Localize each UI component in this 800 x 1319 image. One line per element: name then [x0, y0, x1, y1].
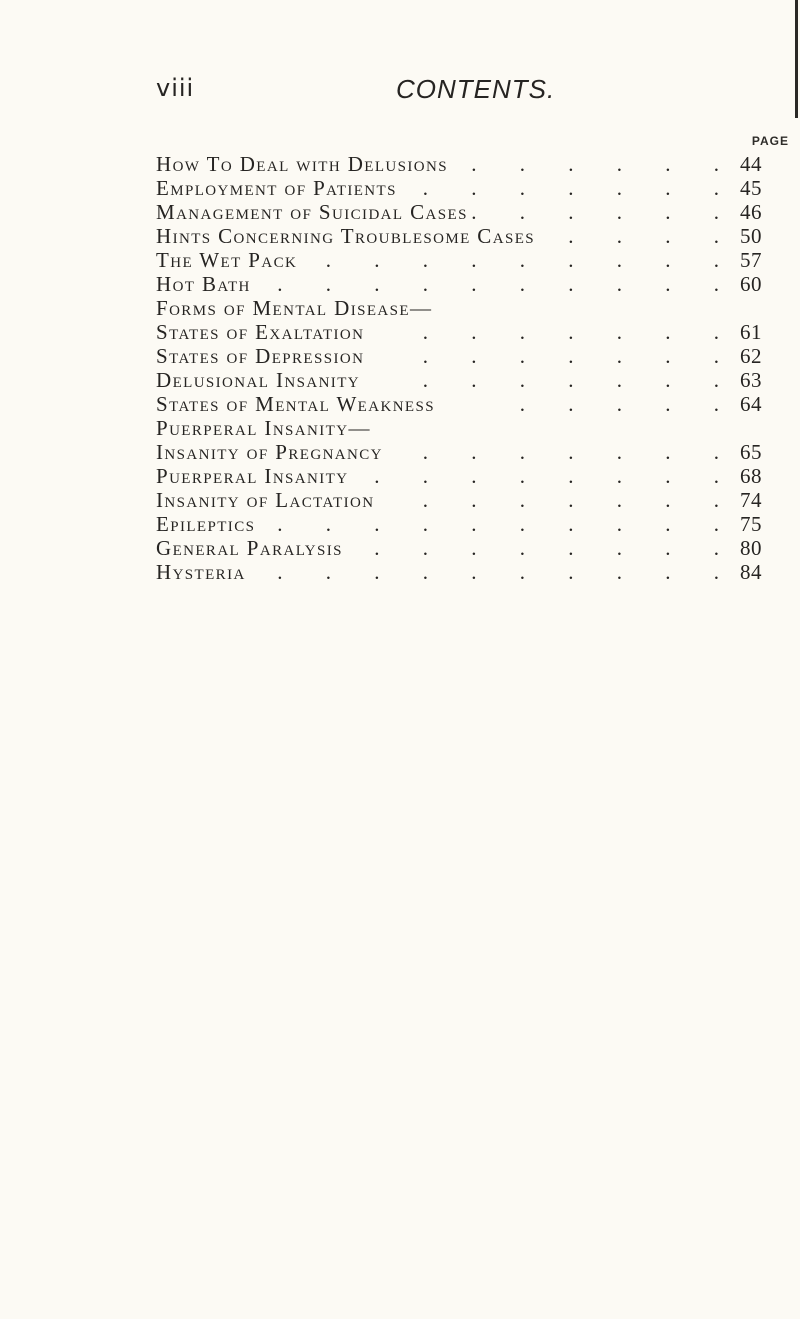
toc-entry [156, 320, 780, 344]
toc-entry [156, 368, 780, 392]
toc-entry-page: 45 [740, 176, 762, 200]
toc-leader-dots: . . . . [568, 224, 738, 248]
toc-entry [156, 512, 780, 536]
toc-entry-page: 62 [740, 344, 762, 368]
toc-entry-page: 80 [740, 536, 762, 560]
toc-entry-title: Insanity of Lactation [156, 488, 375, 512]
toc-entry-title: States of Depression [156, 344, 365, 368]
toc-entry-title: Puerperal Insanity [156, 464, 349, 488]
toc-entry-title: States of Exaltation [156, 320, 365, 344]
toc-entry [156, 224, 780, 248]
toc-entry-page: 68 [740, 464, 762, 488]
toc-entry [156, 440, 780, 464]
toc-entry-title: Employment of Patients [156, 176, 397, 200]
toc-entry-title: Delusional Insanity [156, 368, 360, 392]
toc-leader-dots: . . . . . . . [422, 176, 738, 200]
toc-leader-dots: . . . . . . . [422, 368, 738, 392]
toc-leader-dots: . . . . . . [471, 152, 738, 176]
toc-entry-page: 84 [740, 560, 762, 584]
toc-leader-dots: . . . . . [519, 392, 738, 416]
toc-entry [156, 152, 780, 176]
toc-entry-page: 64 [740, 392, 762, 416]
toc-entry-page: 57 [740, 248, 762, 272]
toc-entry-page: 75 [740, 512, 762, 536]
toc-entry-page: 74 [740, 488, 762, 512]
toc-entry-title: Insanity of Pregnancy [156, 440, 383, 464]
toc-leader-dots: . . . . . . [471, 200, 738, 224]
toc-entry-title: Hysteria [156, 560, 246, 584]
toc-entry-title: Epileptics [156, 512, 256, 536]
toc-entry [156, 344, 780, 368]
toc-entry [156, 536, 780, 560]
toc-entry-title: Puerperal Insanity— [156, 416, 371, 440]
toc-entry-page: 65 [740, 440, 762, 464]
toc-entry [156, 200, 780, 224]
toc-entry-page: 44 [740, 152, 762, 176]
toc-entry-page: 50 [740, 224, 762, 248]
toc-leader-dots: . . . . . . . [422, 440, 738, 464]
toc-entry-page: 63 [740, 368, 762, 392]
toc-entry [156, 392, 780, 416]
toc-entry-title: Hints Concerning Troublesome Cases [156, 224, 535, 248]
toc-entry-title: States of Mental Weakness [156, 392, 435, 416]
page-number: viii [156, 74, 195, 102]
toc-entry [156, 272, 780, 296]
toc-entry [156, 488, 780, 512]
toc-entry-title: How To Deal with Delusions [156, 152, 448, 176]
toc-entry-page: 46 [740, 200, 762, 224]
toc-leader-dots: . . . . . . . . . . [277, 272, 738, 296]
toc-leader-dots: . . . . . . . [422, 344, 738, 368]
toc-leader-dots: . . . . . . . . [374, 464, 738, 488]
toc-leader-dots: . . . . . . . . . [325, 248, 738, 272]
toc-leader-dots: . . . . . . . [422, 320, 738, 344]
toc-entry-title: General Paralysis [156, 536, 343, 560]
page-column-heading: PAGE [751, 134, 789, 148]
toc-leader-dots: . . . . . . . . . . [277, 560, 738, 584]
toc-entry-title: The Wet Pack [156, 248, 298, 272]
toc-entry-title: Hot Bath [156, 272, 251, 296]
toc-entry-page: 61 [740, 320, 762, 344]
toc-section-heading [156, 416, 780, 440]
toc-entry [156, 176, 780, 200]
toc-entry-title: Management of Suicidal Cases [156, 200, 468, 224]
toc-leader-dots: . . . . . . . [422, 488, 738, 512]
toc-section-heading [156, 296, 780, 320]
toc-entry [156, 248, 780, 272]
toc-leader-dots: . . . . . . . . [374, 536, 738, 560]
toc-entry-title: Forms of Mental Disease— [156, 296, 433, 320]
toc-leader-dots: . . . . . . . . . . [277, 512, 738, 536]
toc-entry [156, 560, 780, 584]
toc-entry-page: 60 [740, 272, 762, 296]
running-title: CONTENTS. [396, 74, 556, 104]
table-of-contents [156, 152, 780, 584]
page-header [0, 74, 800, 114]
toc-entry [156, 464, 780, 488]
